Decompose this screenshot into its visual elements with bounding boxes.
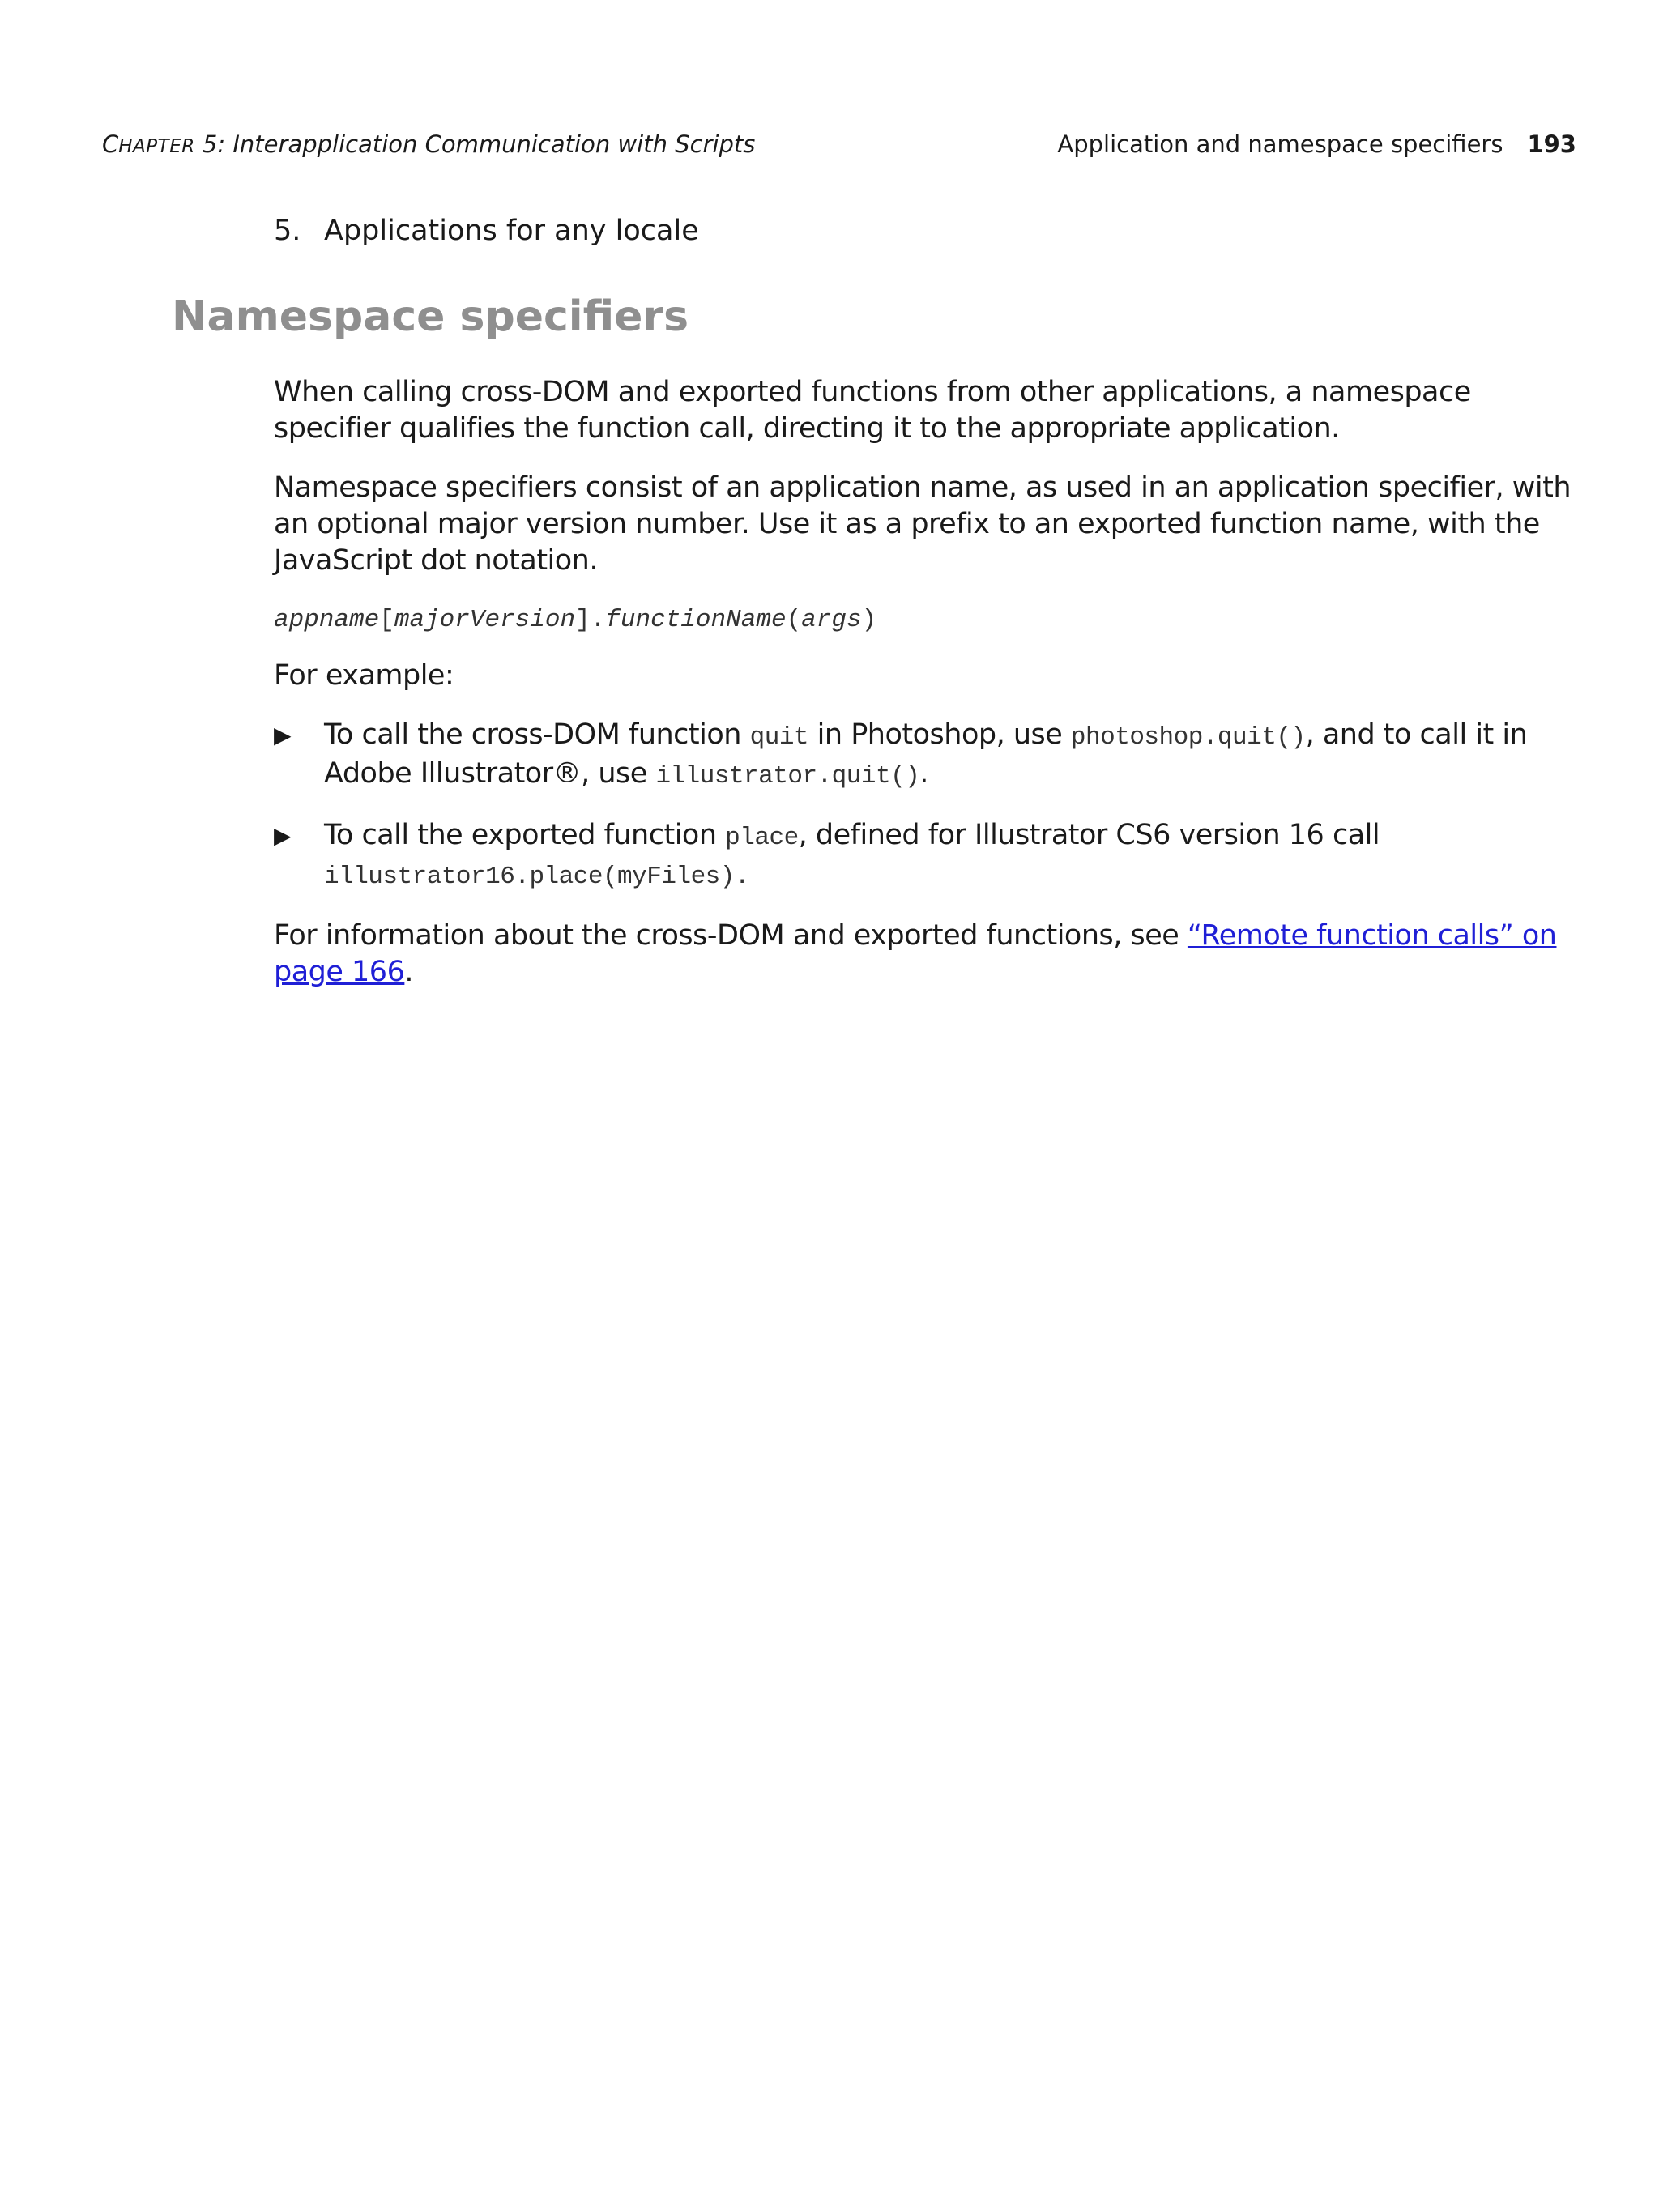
bullet-item-quit	[274, 717, 1586, 795]
closing-paragraph	[274, 918, 1586, 991]
bullet-text: To call the exported function	[324, 819, 726, 851]
list-item-text: Applications for any locale	[324, 215, 699, 247]
syntax-major-version: majorVersion	[394, 606, 576, 634]
syntax-close-paren: )	[861, 606, 877, 634]
closing-text: For information about the cross-DOM and exported functions, see	[274, 919, 1188, 952]
chapter-prefix-rest: HAPTER	[118, 136, 195, 157]
section-heading: Namespace specifiers	[172, 292, 689, 341]
syntax-open-bracket: [	[379, 606, 394, 634]
inline-code-place: place	[725, 824, 799, 852]
syntax-appname: appname	[274, 606, 380, 634]
chapter-title-text: 5: Interapplication Communication with Scripts	[194, 130, 756, 158]
closing-end: .	[404, 956, 413, 988]
section-body	[274, 374, 1586, 1013]
inline-code-illustrator-quit: illustrator.quit()	[655, 762, 920, 791]
page-number: 193	[1527, 130, 1576, 158]
numbered-list	[274, 211, 1586, 251]
paragraph-intro: When calling cross-DOM and exported functions from other applications, a namespace specifier qualifies the function call, directing it to the appropriate application.	[274, 376, 1471, 445]
list-item	[274, 211, 1586, 251]
inline-code-illustrator16-place: illustrator16.place(myFiles).	[324, 863, 749, 891]
running-head	[1057, 128, 1576, 160]
bullet-text: .	[919, 757, 928, 790]
inline-code-photoshop-quit: photoshop.quit()	[1070, 723, 1306, 752]
bullet-text: in Photoshop, use	[808, 718, 1071, 751]
bullet-arrow-icon: ▶	[274, 722, 292, 748]
cross-reference-link[interactable]: “Remote function calls” on page 166	[274, 919, 1557, 988]
chapter-title	[102, 128, 755, 163]
page-header	[102, 128, 1576, 160]
bullet-item-place	[274, 817, 1586, 895]
syntax-line	[274, 602, 1586, 638]
syntax-args: args	[801, 606, 862, 634]
syntax-open-paren: (	[786, 606, 802, 634]
syntax-function-name: functionName	[605, 606, 787, 634]
bullet-text: , defined for Illustrator CS6 version 16 call	[798, 819, 1380, 851]
paragraph-description: Namespace specifiers consist of an application name, as used in an application specifier, with an optional major version number. Use it as a prefix to an exported function name, with the JavaScript dot notation.	[274, 471, 1572, 577]
example-intro: For example:	[274, 659, 454, 692]
list-item-number: 5.	[274, 215, 301, 247]
bullet-text: To call the cross-DOM function	[324, 718, 750, 751]
syntax-close-dot: ].	[575, 606, 606, 634]
inline-code-quit: quit	[749, 723, 809, 752]
section-name: Application and namespace specifiers	[1057, 130, 1503, 158]
bullet-text: , and to call it in Adobe Illustrator®, use	[324, 718, 1528, 790]
chapter-prefix-cap: C	[102, 130, 119, 158]
bullet-arrow-icon: ▶	[274, 822, 292, 849]
